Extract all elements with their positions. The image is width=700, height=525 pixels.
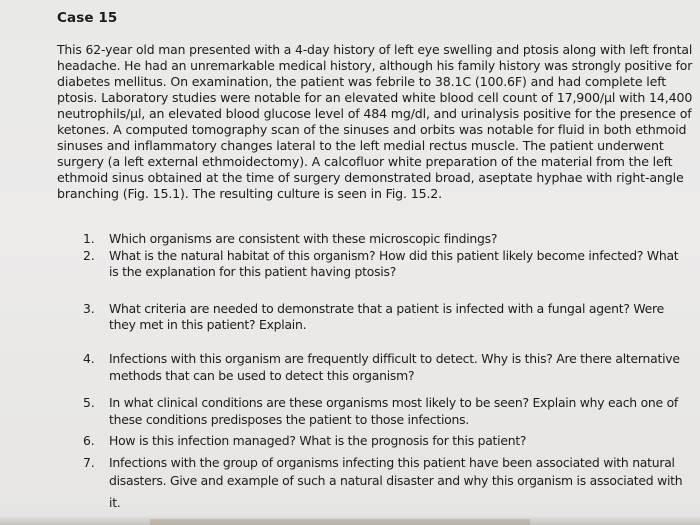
question-number: 2. xyxy=(83,248,95,263)
question-text: Infections with the group of organisms infecting this patient have been associated with natural xyxy=(109,455,675,470)
question-text: In what clinical conditions are these organisms most likely to be seen? Explain why each one of xyxy=(109,395,679,410)
question-text: Which organisms are consistent with these microscopic findings? xyxy=(109,231,498,246)
paragraph-line: This 62-year old man presented with a 4-day history of left eye swelling and ptosis along with left frontal xyxy=(57,42,693,57)
question-text: it. xyxy=(109,495,121,510)
question-text: methods that can be used to detect this organism? xyxy=(109,368,415,383)
question-number: 6. xyxy=(83,433,95,448)
paragraph-line: headache. He had an unremarkable medical history, although his family history was strongly positive for xyxy=(57,58,693,73)
question-number: 4. xyxy=(83,351,95,366)
case-title: Case 15 xyxy=(57,10,118,26)
paragraph-line: ptosis. Laboratory studies were notable for an elevated white blood cell count of 17,900/µl with 14,400 xyxy=(57,90,693,105)
question-number: 7. xyxy=(83,455,95,470)
paragraph-line: sinuses and inflammatory changes lateral to the left medial rectus muscle. The patient underwent xyxy=(57,138,664,153)
paragraph-line: ketones. A computed tomography scan of the sinuses and orbits was notable for fluid in both ethmoid xyxy=(57,122,687,137)
question-text: What criteria are needed to demonstrate that a patient is infected with a fungal agent? Were xyxy=(109,301,664,316)
question-text: these conditions predisposes the patient to those infections. xyxy=(109,412,469,427)
paragraph-line: diabetes mellitus. On examination, the patient was febrile to 38.1C (100.6F) and had complete left xyxy=(57,74,667,89)
question-text: How is this infection managed? What is the prognosis for this patient? xyxy=(109,433,527,448)
question-text: Infections with this organism are frequently difficult to detect. Why is this? Are there alternative xyxy=(109,351,680,366)
question-text: disasters. Give and example of such a natural disaster and why this organism is associated with xyxy=(109,473,683,488)
question-text: is the explanation for this patient having ptosis? xyxy=(109,264,397,279)
page-shadow xyxy=(0,515,700,525)
question-number: 3. xyxy=(83,301,95,316)
question-number: 5. xyxy=(83,395,95,410)
paragraph-line: ethmoid sinus obtained at the time of surgery demonstrated broad, aseptate hyphae with right-angle xyxy=(57,170,684,185)
question-text: What is the natural habitat of this organism? How did this patient likely become infected? What xyxy=(109,248,679,263)
question-number: 1. xyxy=(83,231,95,246)
question-text: they met in this patient? Explain. xyxy=(109,317,307,332)
paragraph-line: branching (Fig. 15.1). The resulting culture is seen in Fig. 15.2. xyxy=(57,186,443,201)
paragraph-line: neutrophils/µl, an elevated blood glucose level of 484 mg/dl, and urinalysis positive for the presence of xyxy=(57,106,692,121)
paragraph-line: surgery (a left external ethmoidectomy). A calcofluor white preparation of the material from the left xyxy=(57,154,673,169)
